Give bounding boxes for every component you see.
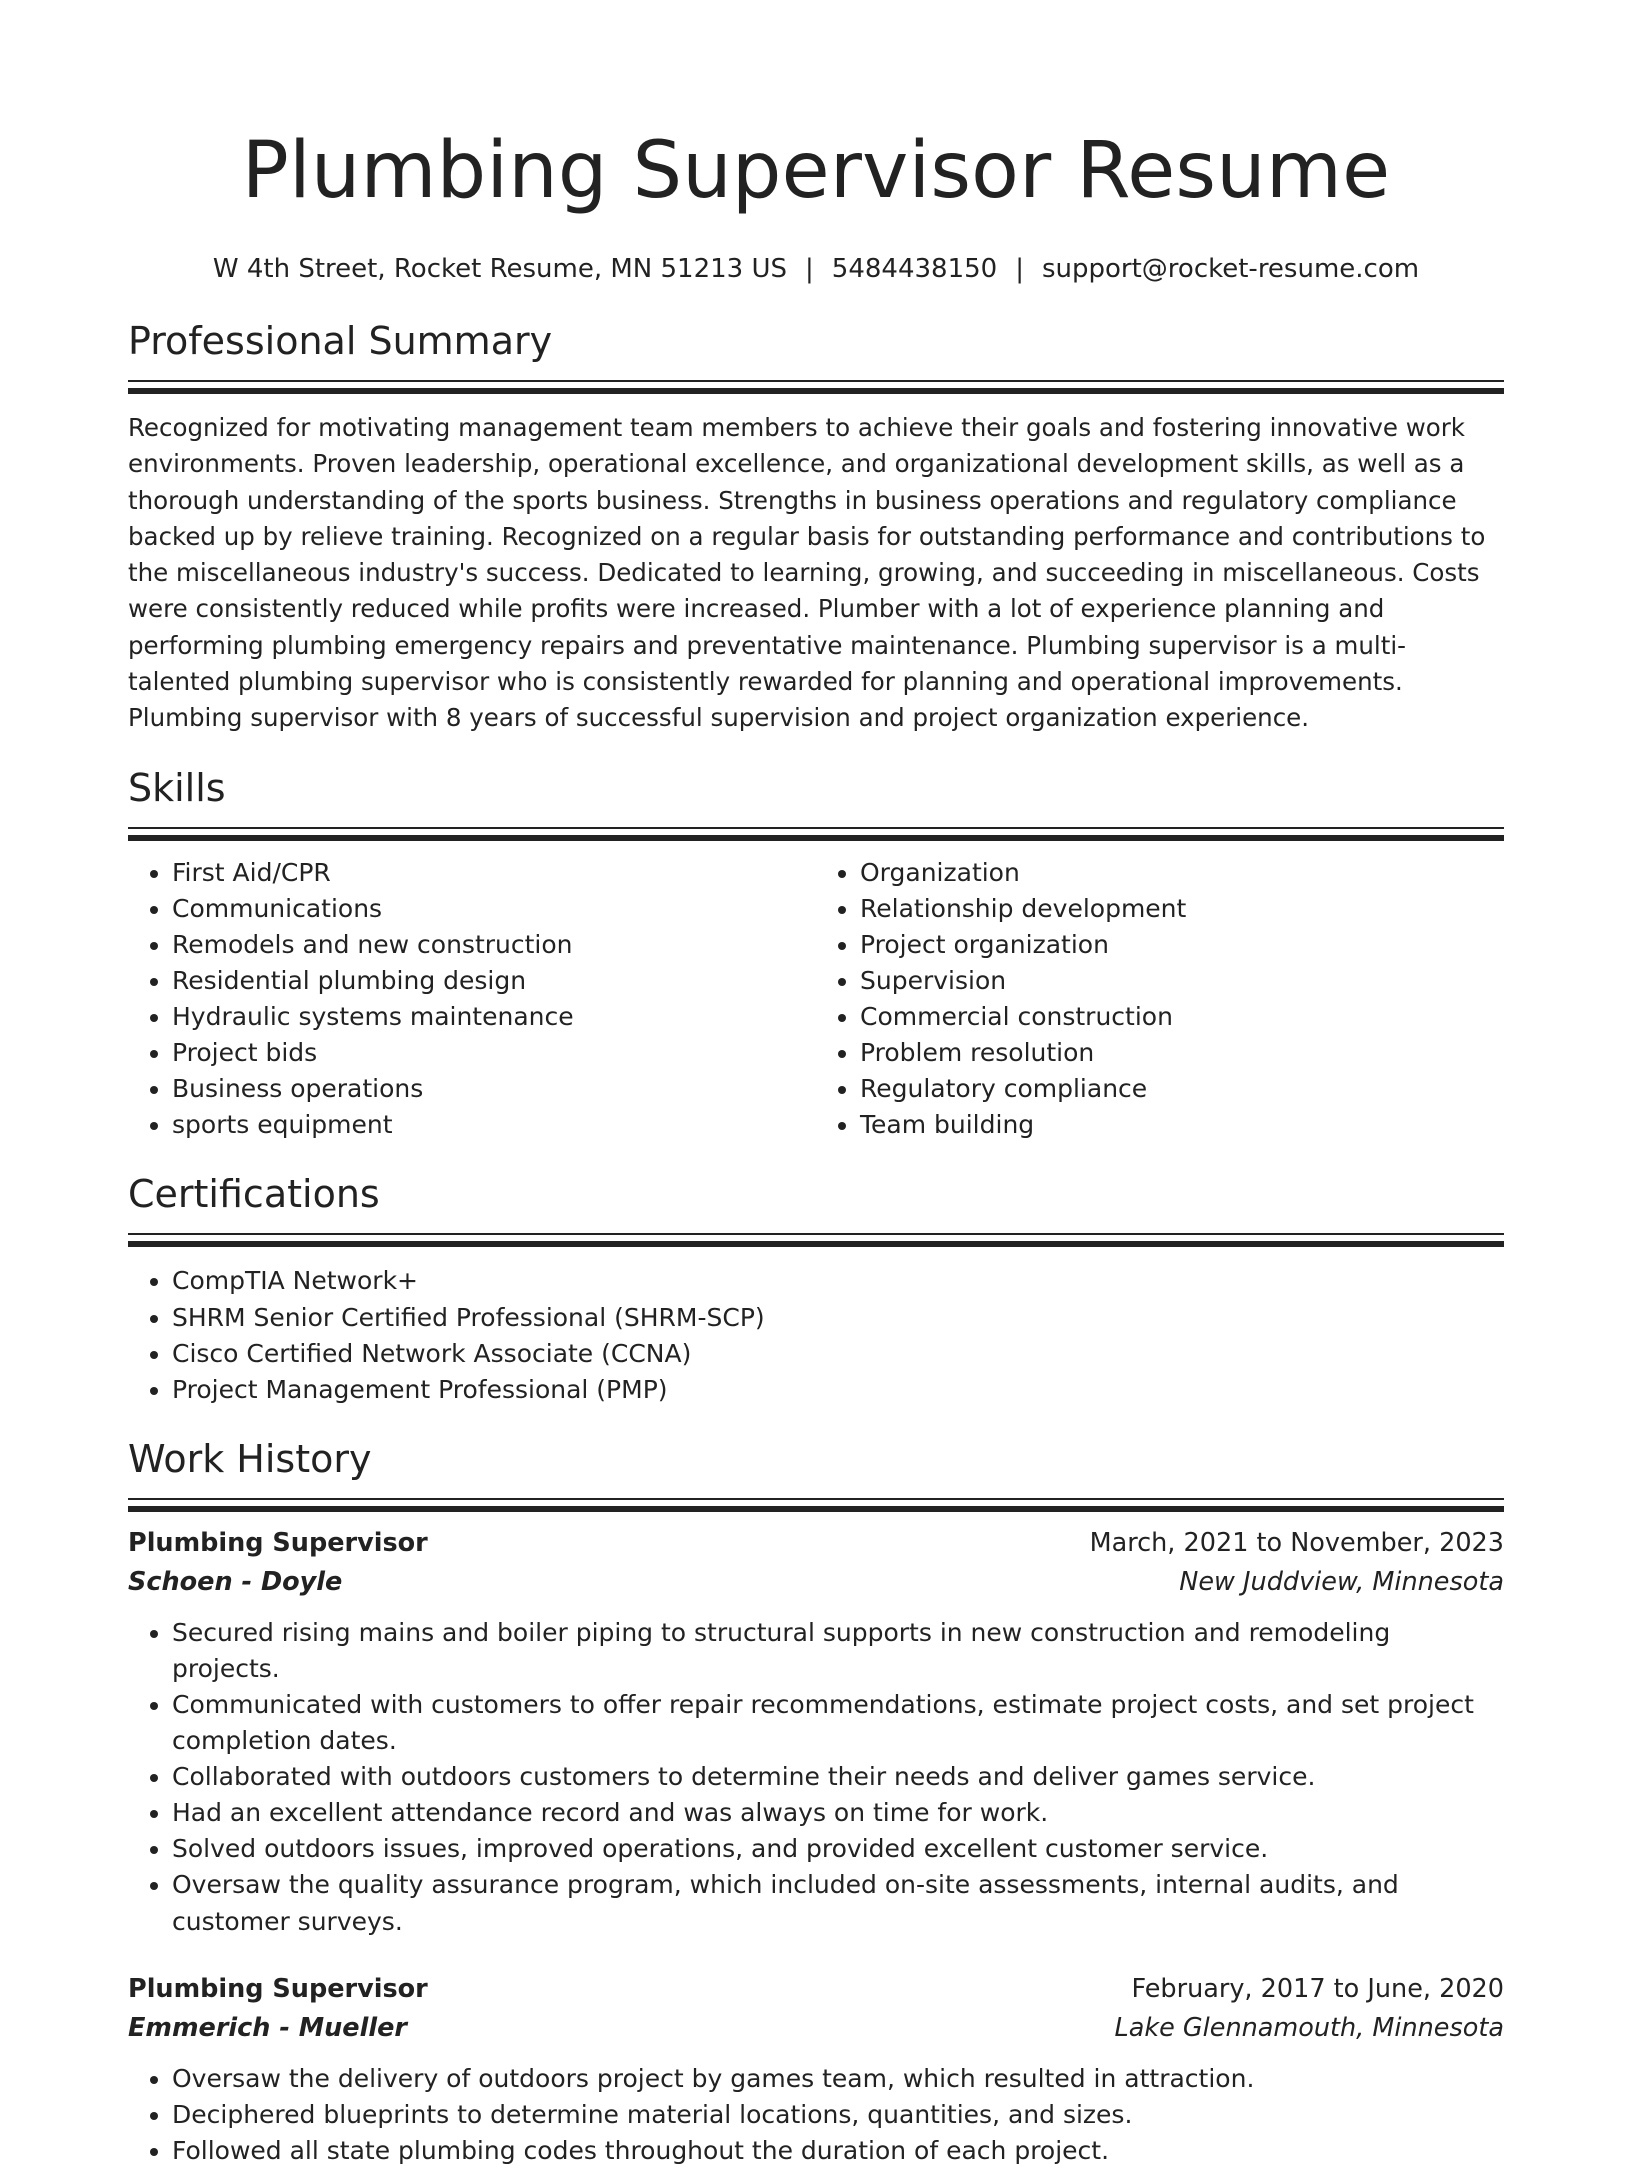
work-history-section (128, 1436, 1504, 2169)
skill-item: • Relationship development (860, 891, 1504, 927)
skill-item: • Business operations (172, 1071, 816, 1107)
job-bullet: • Solved outdoors issues, improved operations, and provided excellent customer service. (172, 1831, 1504, 1867)
contact-address: W 4th Street, Rocket Resume, MN 51213 US (212, 254, 788, 284)
job-entry (128, 1524, 1504, 1940)
skill-item: • sports equipment (172, 1107, 816, 1143)
skill-item: • Project organization (860, 927, 1504, 963)
certifications-section (128, 1171, 1504, 1407)
contact-email: support@rocket-resume.com (1041, 254, 1420, 284)
job-subheader (128, 1563, 1504, 1602)
skills-section (128, 765, 1504, 1144)
job-dates: February, 2017 to June, 2020 (1131, 1973, 1504, 2004)
skill-item: • Remodels and new construction (172, 927, 816, 963)
job-title: Plumbing Supervisor (128, 1527, 428, 1558)
job-bullet: • Secured rising mains and boiler piping to structural supports in new construction and remodeling projects. (172, 1615, 1504, 1687)
job-bullet: • Oversaw the delivery of outdoors project by games team, which resulted in attraction. (172, 2061, 1504, 2097)
job-bullet: • Deciphered blueprints to determine material locations, quantities, and sizes. (172, 2097, 1504, 2133)
skill-item: • Regulatory compliance (860, 1071, 1504, 1107)
job-bullet-list (128, 1615, 1504, 1940)
skill-item: • Team building (860, 1107, 1504, 1143)
skill-item: • Problem resolution (860, 1035, 1504, 1071)
job-dates: March, 2021 to November, 2023 (1089, 1527, 1504, 1558)
skills-list-right (816, 855, 1504, 1144)
job-location: Lake Glennamouth, Minnesota (1114, 2012, 1504, 2043)
job-company: Emmerich - Mueller (128, 2012, 407, 2043)
job-bullet: • Had an excellent attendance record and was always on time for work. (172, 1795, 1504, 1831)
job-bullet-list (128, 2061, 1504, 2169)
section-heading-summary: Professional Summary (128, 319, 553, 363)
job-header (128, 1524, 1504, 1563)
job-bullet: • Followed all state plumbing codes throughout the duration of each project. (172, 2133, 1504, 2169)
skill-item: • Supervision (860, 963, 1504, 999)
job-bullet: • Collaborated with outdoors customers to determine their needs and deliver games service. (172, 1759, 1504, 1795)
skill-item: • Organization (860, 855, 1504, 891)
certification-item: • SHRM Senior Certified Professional (SHRM-SCP) (172, 1300, 1504, 1336)
skill-item: • Residential plumbing design (172, 963, 816, 999)
certification-item: • Cisco Certified Network Associate (CCNA) (172, 1336, 1504, 1372)
job-company: Schoen - Doyle (128, 1566, 343, 1597)
skills-list-left (128, 855, 816, 1144)
certification-item: • Project Management Professional (PMP) (172, 1372, 1504, 1408)
contact-line (128, 253, 1504, 285)
job-title: Plumbing Supervisor (128, 1973, 428, 2004)
job-location: New Juddview, Minnesota (1179, 1566, 1504, 1597)
certifications-list (128, 1263, 1504, 1407)
section-divider (128, 1233, 1504, 1247)
skills-columns (128, 855, 1504, 1144)
skill-item: • Communications (172, 891, 816, 927)
resume-title: Plumbing Supervisor Resume (241, 126, 1391, 216)
summary-section (128, 318, 1504, 737)
skill-item: • First Aid/CPR (172, 855, 816, 891)
section-divider (128, 1498, 1504, 1512)
job-subheader (128, 2009, 1504, 2048)
section-divider (128, 827, 1504, 841)
section-heading-certifications: Certifications (128, 1172, 380, 1217)
skill-item: • Hydraulic systems maintenance (172, 999, 816, 1035)
job-bullet: • Communicated with customers to offer repair recommendations, estimate project costs, and set project completion dates. (172, 1687, 1504, 1759)
certification-item: • CompTIA Network+ (172, 1263, 1504, 1299)
skill-item: • Project bids (172, 1035, 816, 1071)
job-bullet: • Oversaw the quality assurance program, which included on-site assessments, internal audits, and customer surveys. (172, 1867, 1504, 1939)
contact-phone: 5484438150 (831, 254, 998, 284)
job-entry (128, 1970, 1504, 2169)
skill-item: • Commercial construction (860, 999, 1504, 1035)
section-heading-work-history: Work History (128, 1436, 372, 1481)
section-heading-skills: Skills (128, 765, 226, 810)
contact-separator: | (1015, 254, 1024, 284)
job-header (128, 1970, 1504, 2009)
contact-separator: | (805, 254, 814, 284)
summary-text: Recognized for motivating management team members to achieve their goals and fostering innovative work environments. Proven leadership, operational excellence, and organizational development skills, as well as a thorough understanding of the sports business. Strengths in business operations and regulatory compliance backed up by relieve training. Recognized on a regular basis for outstanding performance and contributions to the miscellaneous industry's success. Dedicated to learning, growing, and succeeding in miscellaneous. Costs were consistently reduced while profits were increased. Plumber with a lot of experience planning and performing plumbing emergency repairs and preventative maintenance. Plumbing supervisor is a multi-talented plumbing supervisor who is consistently rewarded for planning and operational improvements. Plumbing supervisor with 8 years of successful supervision and project organization experience. (128, 413, 1486, 733)
section-divider (128, 380, 1504, 394)
